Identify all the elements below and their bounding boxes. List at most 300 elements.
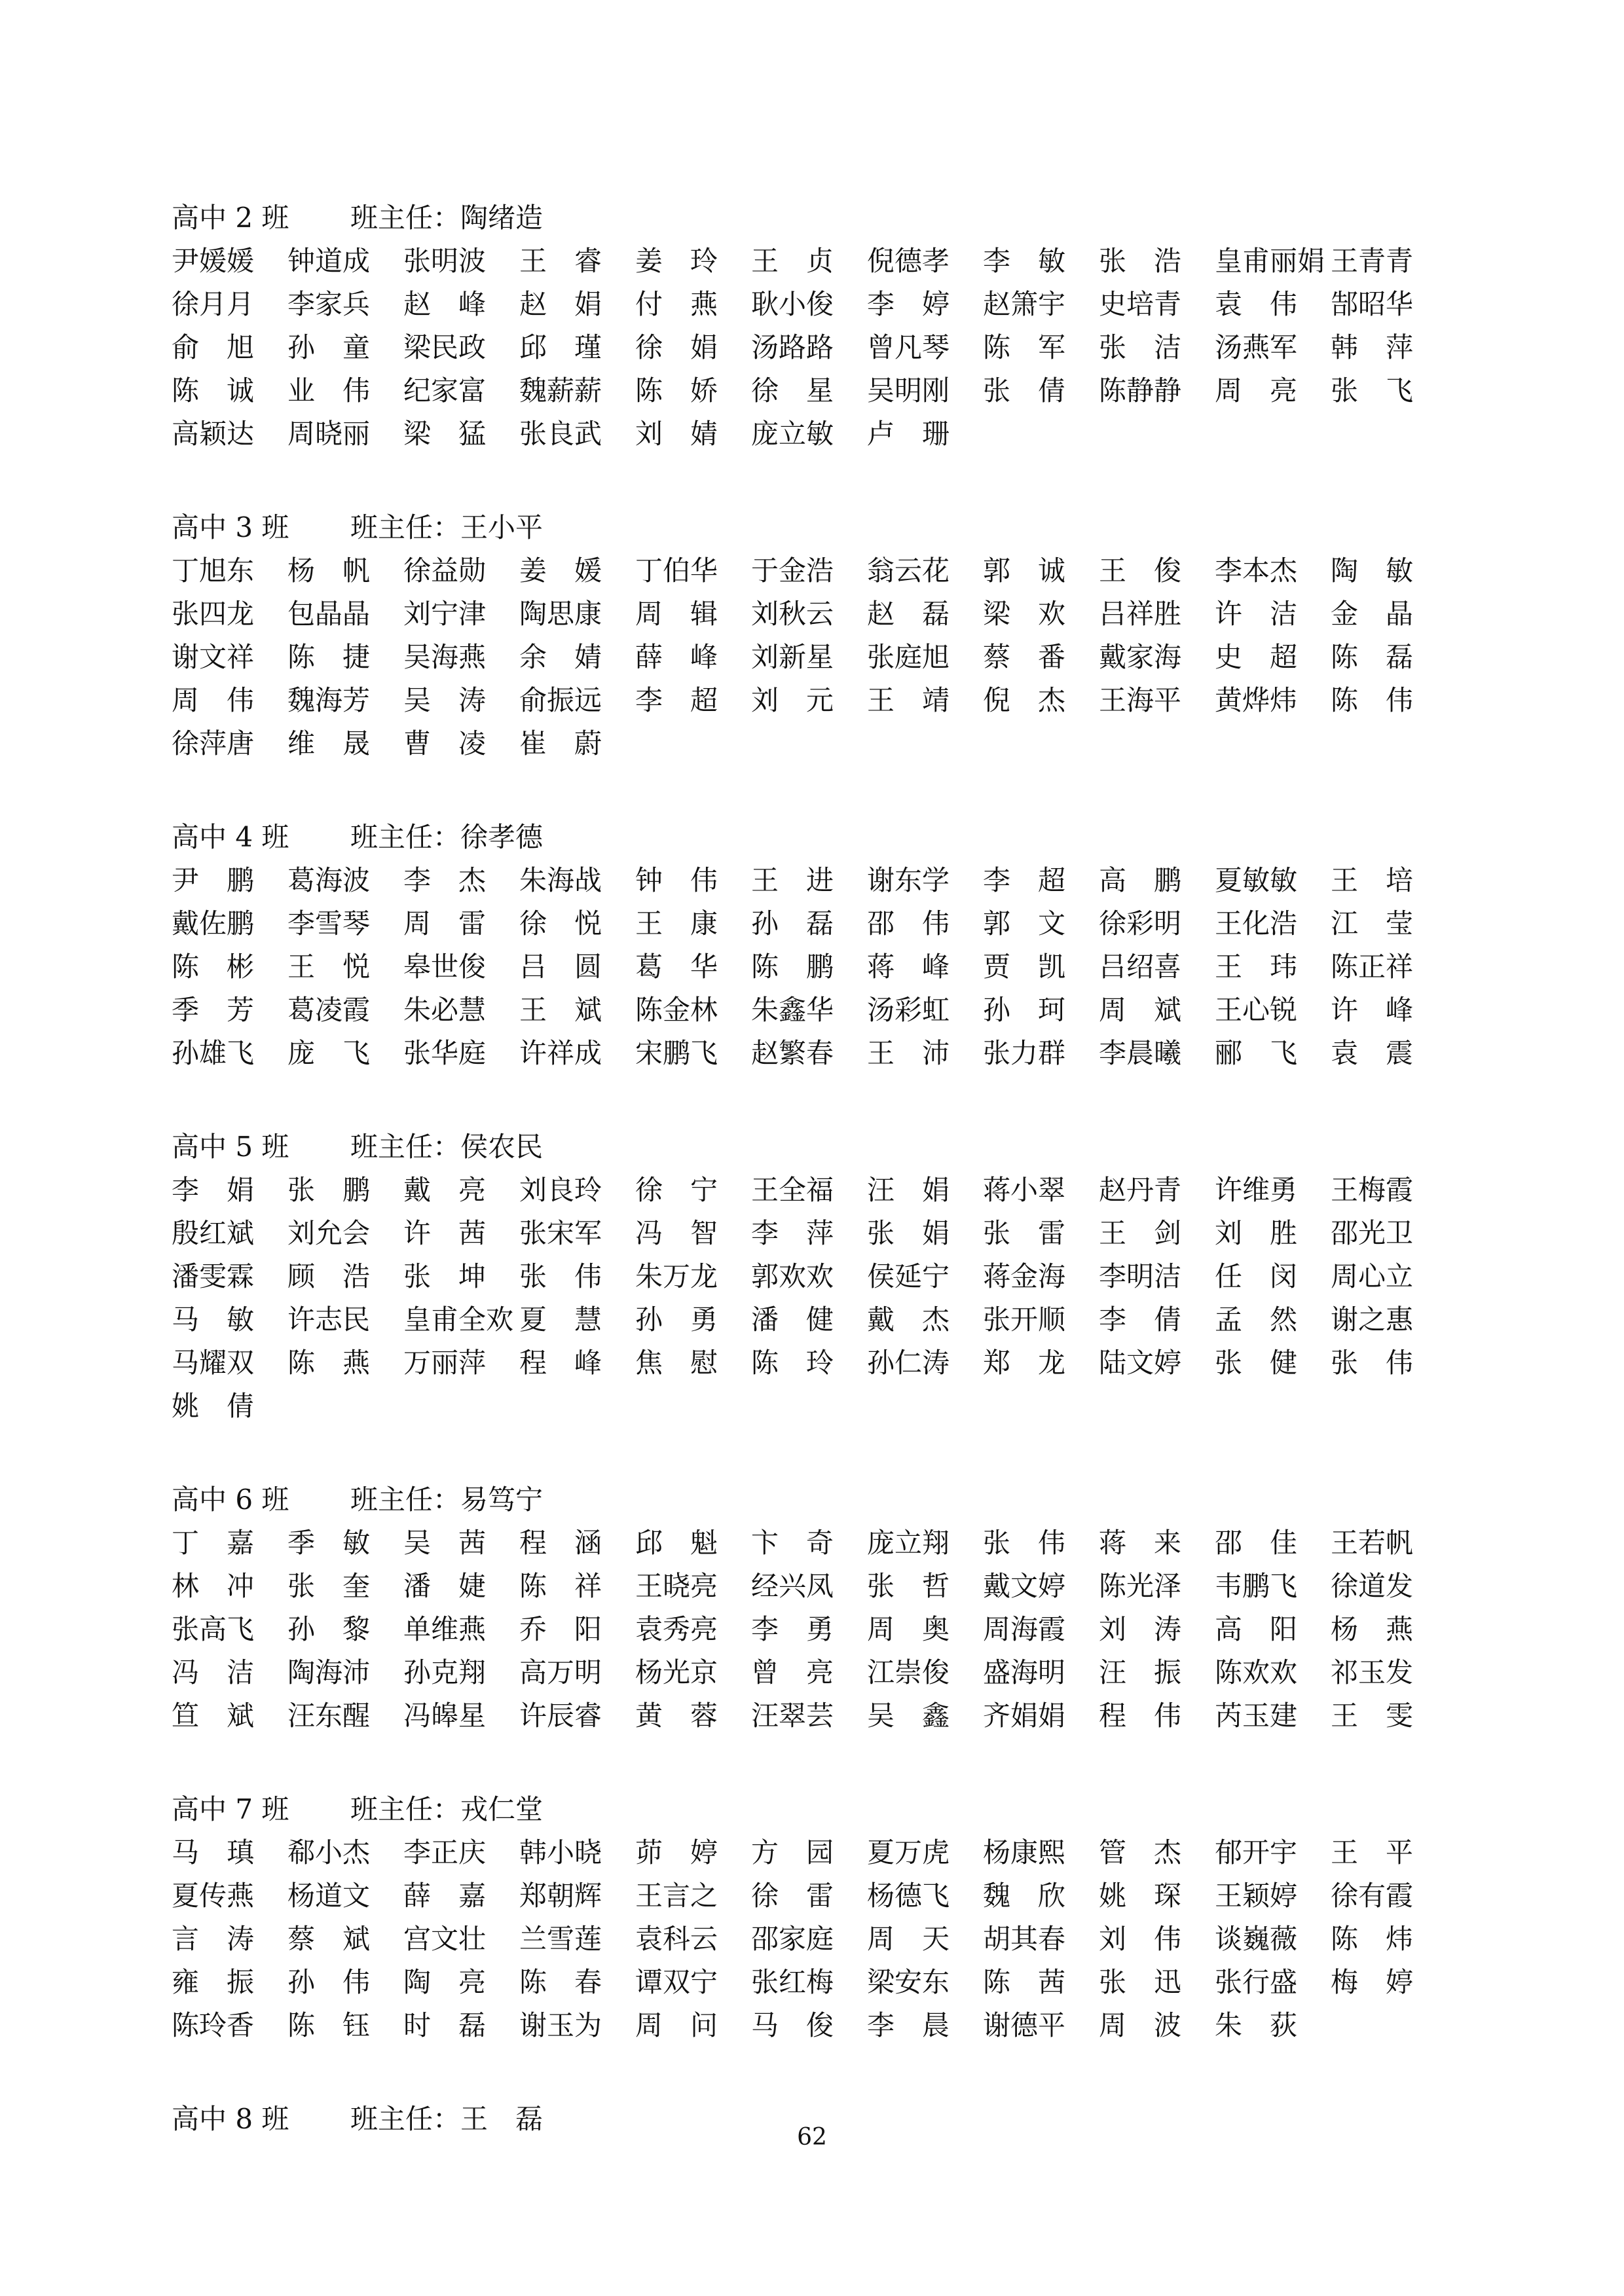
student-name: 金 晶 [1331, 598, 1414, 630]
student-name: 经兴凤 [751, 1570, 834, 1602]
student-name: 许 洁 [1215, 598, 1298, 630]
student-name: 吕祥胜 [1099, 598, 1182, 630]
student-name: 朱必慧 [403, 994, 487, 1026]
student-name: 张 伟 [983, 1527, 1066, 1559]
student-name: 李 晨 [867, 2009, 950, 2041]
student-name: 陈金林 [635, 994, 718, 1026]
student-name: 赵箫宇 [983, 288, 1066, 320]
student-name: 谢东学 [867, 864, 950, 896]
student-name: 杨 燕 [1331, 1613, 1414, 1645]
student-name: 许 峰 [1331, 994, 1414, 1026]
student-name: 皇甫全欢 [403, 1303, 514, 1336]
student-list [172, 1169, 1468, 1428]
student-name: 徐 雷 [751, 1880, 834, 1912]
student-name: 庞 飞 [287, 1037, 371, 1069]
student-name: 王青青 [1331, 245, 1414, 277]
student-name: 曾凡琴 [867, 331, 950, 363]
student-list [172, 1831, 1468, 2047]
student-name: 张宋军 [519, 1217, 602, 1249]
student-name: 陶海沛 [287, 1656, 371, 1688]
student-name: 包晶晶 [287, 598, 371, 630]
student-name: 李明洁 [1099, 1260, 1182, 1292]
student-name: 戴家海 [1099, 641, 1182, 673]
student-name: 赵 磊 [867, 598, 950, 630]
student-name: 陈静静 [1099, 374, 1182, 407]
student-name: 冯皞星 [403, 1700, 487, 1732]
student-name: 孙雄飞 [172, 1037, 255, 1069]
student-name: 李 杰 [403, 864, 487, 896]
student-name: 姚 琛 [1099, 1880, 1182, 1912]
student-name: 黄 蓉 [635, 1700, 718, 1732]
student-name: 戴佐鹏 [172, 907, 255, 939]
class-teacher: 班主任：徐孝德 [350, 821, 544, 853]
student-name: 周 伟 [172, 684, 255, 716]
student-name: 丁伯华 [635, 555, 718, 587]
student-name: 陈光泽 [1099, 1570, 1182, 1602]
student-name: 潘 婕 [403, 1570, 487, 1602]
student-name: 钟 伟 [635, 864, 718, 896]
student-name: 张 哲 [867, 1570, 950, 1602]
student-name: 王 睿 [519, 245, 602, 277]
student-name: 周 波 [1099, 2009, 1182, 2041]
student-name: 戴文婷 [983, 1570, 1066, 1602]
student-name: 汪东醒 [287, 1700, 371, 1732]
student-list [172, 549, 1468, 765]
student-name: 管 杰 [1099, 1836, 1182, 1868]
student-name: 倪德孝 [867, 245, 950, 277]
class-teacher: 班主任：王 磊 [350, 2103, 544, 2135]
student-name: 陈 磊 [1331, 641, 1414, 673]
student-name: 李正庆 [403, 1836, 487, 1868]
student-name: 韩 萍 [1331, 331, 1414, 363]
student-name: 谭双宁 [635, 1966, 718, 1998]
student-name: 张 奎 [287, 1570, 371, 1602]
student-name: 方 园 [751, 1836, 834, 1868]
student-name: 王 斌 [519, 994, 602, 1026]
student-name: 郗小杰 [287, 1836, 371, 1868]
student-name: 业 伟 [287, 374, 371, 407]
student-name: 张高飞 [172, 1613, 255, 1645]
student-name: 余 婧 [519, 641, 602, 673]
class-header [172, 1125, 1468, 1169]
student-name: 李 娟 [172, 1174, 255, 1206]
class-section [172, 1478, 1468, 1738]
class-teacher: 班主任：陶绪造 [350, 202, 544, 234]
student-name: 魏 欣 [983, 1880, 1066, 1912]
student-name: 李 勇 [751, 1613, 834, 1645]
student-name: 兰雪莲 [519, 1923, 602, 1955]
student-name: 崔 蔚 [519, 727, 602, 759]
student-name: 周 辑 [635, 598, 718, 630]
student-name: 陈 玲 [751, 1347, 834, 1379]
student-name: 陶思康 [519, 598, 602, 630]
student-name: 孙 黎 [287, 1613, 371, 1645]
student-name: 侯延宁 [867, 1260, 950, 1292]
student-name: 王 俊 [1099, 555, 1182, 587]
student-name: 孙克翔 [403, 1656, 487, 1688]
student-name: 周晓丽 [287, 418, 371, 450]
student-name: 刘良玲 [519, 1174, 602, 1206]
student-name: 袁科云 [635, 1923, 718, 1955]
student-name: 高万明 [519, 1656, 602, 1688]
student-name: 吕绍喜 [1099, 951, 1182, 983]
student-name: 夏敏敏 [1215, 864, 1298, 896]
student-name: 王 悦 [287, 951, 371, 983]
student-name: 郜昭华 [1331, 288, 1414, 320]
class-title: 高中 7 班 [172, 1793, 289, 1825]
student-name: 王 平 [1331, 1836, 1414, 1868]
student-name: 薛 峰 [635, 641, 718, 673]
student-name: 张 伟 [1331, 1347, 1414, 1379]
student-name: 陈 军 [983, 331, 1066, 363]
student-name: 单维燕 [403, 1613, 487, 1645]
student-name: 丁旭东 [172, 555, 255, 587]
student-name: 维 晟 [287, 727, 371, 759]
student-name: 祁玉发 [1331, 1656, 1414, 1688]
student-name: 陆文婷 [1099, 1347, 1182, 1379]
student-name: 郁开宇 [1215, 1836, 1298, 1868]
student-name: 梁民政 [403, 331, 487, 363]
student-name: 尹 鹏 [172, 864, 255, 896]
student-name: 万丽萍 [403, 1347, 487, 1379]
student-name: 王心锐 [1215, 994, 1298, 1026]
student-name: 郭 文 [983, 907, 1066, 939]
student-name: 张红梅 [751, 1966, 834, 1998]
student-name: 徐有霞 [1331, 1880, 1414, 1912]
student-name: 谢玉为 [519, 2009, 602, 2041]
student-name: 陈欢欢 [1215, 1656, 1298, 1688]
student-name: 徐 星 [751, 374, 834, 407]
student-name: 陈 娇 [635, 374, 718, 407]
student-name: 杨德飞 [867, 1880, 950, 1912]
student-name: 徐彩明 [1099, 907, 1182, 939]
student-name: 徐益勋 [403, 555, 487, 587]
class-header [172, 1788, 1468, 1831]
student-name: 周 雷 [403, 907, 487, 939]
student-name: 刘 元 [751, 684, 834, 716]
student-name: 葛海波 [287, 864, 371, 896]
student-name: 王 剑 [1099, 1217, 1182, 1249]
class-teacher: 班主任：易笃宁 [350, 1484, 544, 1516]
student-name: 梁安东 [867, 1966, 950, 1998]
student-name: 刘 伟 [1099, 1923, 1182, 1955]
student-name: 朱海战 [519, 864, 602, 896]
student-name: 皋世俊 [403, 951, 487, 983]
student-name: 梁 猛 [403, 418, 487, 450]
student-name: 蒋金海 [983, 1260, 1066, 1292]
student-name: 孙 珂 [983, 994, 1066, 1026]
student-name: 张 迅 [1099, 1966, 1182, 1998]
student-name: 姜 媛 [519, 555, 602, 587]
student-name: 赵繁春 [751, 1037, 834, 1069]
student-name: 朱万龙 [635, 1260, 718, 1292]
student-name: 徐 娟 [635, 331, 718, 363]
student-name: 皇甫丽娟 [1215, 245, 1325, 277]
student-name: 张 雷 [983, 1217, 1066, 1249]
class-section [172, 1788, 1468, 2047]
student-name: 孟 然 [1215, 1303, 1298, 1336]
class-teacher: 班主任：戎仁堂 [350, 1793, 544, 1825]
student-name: 马耀双 [172, 1347, 255, 1379]
student-name: 郦 飞 [1215, 1037, 1298, 1069]
student-name: 王 培 [1331, 864, 1414, 896]
student-name: 汤路路 [751, 331, 834, 363]
class-header [172, 1478, 1468, 1522]
student-name: 赵 娟 [519, 288, 602, 320]
student-name: 陈 钰 [287, 2009, 371, 2041]
student-name: 张 健 [1215, 1347, 1298, 1379]
student-name: 刘 胜 [1215, 1217, 1298, 1249]
student-name: 王 靖 [867, 684, 950, 716]
student-name: 姚 倩 [172, 1390, 255, 1422]
student-name: 马 瑱 [172, 1836, 255, 1868]
student-name: 江崇俊 [867, 1656, 950, 1688]
class-section [172, 506, 1468, 765]
student-name: 郭欢欢 [751, 1260, 834, 1292]
student-name: 吴 茜 [403, 1527, 487, 1559]
student-name: 刘新星 [751, 641, 834, 673]
student-name: 季 芳 [172, 994, 255, 1026]
student-name: 刘允会 [287, 1217, 371, 1249]
student-name: 汤彩虹 [867, 994, 950, 1026]
student-name: 冯 智 [635, 1217, 718, 1249]
student-name: 孙仁涛 [867, 1347, 950, 1379]
student-name: 孙 伟 [287, 1966, 371, 1998]
student-name: 王 沛 [867, 1037, 950, 1069]
student-name: 张行盛 [1215, 1966, 1298, 1998]
student-name: 王 贞 [751, 245, 834, 277]
student-name: 姜 玲 [635, 245, 718, 277]
student-name: 马 俊 [751, 2009, 834, 2041]
student-name: 芮玉建 [1215, 1700, 1298, 1732]
student-name: 王若帆 [1331, 1527, 1414, 1559]
student-name: 庞立敏 [751, 418, 834, 450]
student-name: 殷红斌 [172, 1217, 255, 1249]
student-name: 葛 华 [635, 951, 718, 983]
class-section [172, 1125, 1468, 1428]
student-name: 高 鹏 [1099, 864, 1182, 896]
student-name: 程 涵 [519, 1527, 602, 1559]
student-name: 宋鹏飞 [635, 1037, 718, 1069]
student-name: 陈 捷 [287, 641, 371, 673]
student-name: 邵 伟 [867, 907, 950, 939]
student-name: 周 斌 [1099, 994, 1182, 1026]
student-name: 周 问 [635, 2009, 718, 2041]
student-name: 陈 鹏 [751, 951, 834, 983]
student-name: 张明波 [403, 245, 487, 277]
student-name: 贾 凯 [983, 951, 1066, 983]
student-name: 李晨曦 [1099, 1037, 1182, 1069]
student-name: 程 峰 [519, 1347, 602, 1379]
student-name: 尹媛媛 [172, 245, 255, 277]
student-name: 周 奥 [867, 1613, 950, 1645]
student-name: 蔡 番 [983, 641, 1066, 673]
student-name: 张庭旭 [867, 641, 950, 673]
student-name: 高颖达 [172, 418, 255, 450]
student-name: 夏万虎 [867, 1836, 950, 1868]
student-list [172, 240, 1468, 456]
student-name: 张力群 [983, 1037, 1066, 1069]
class-teacher: 班主任：王小平 [350, 511, 544, 543]
student-name: 杨光京 [635, 1656, 718, 1688]
student-name: 陈正祥 [1331, 951, 1414, 983]
student-name: 胡其春 [983, 1923, 1066, 1955]
class-teacher: 班主任：侯农民 [350, 1131, 544, 1163]
student-name: 陈 祥 [519, 1570, 602, 1602]
student-name: 张 倩 [983, 374, 1066, 407]
student-name: 李 超 [983, 864, 1066, 896]
student-name: 许志民 [287, 1303, 371, 1336]
student-name: 朱 荻 [1215, 2009, 1298, 2041]
student-name: 王言之 [635, 1880, 718, 1912]
student-name: 刘 涛 [1099, 1613, 1182, 1645]
student-name: 许 茜 [403, 1217, 487, 1249]
student-name: 汪 娟 [867, 1174, 950, 1206]
student-name: 张 鹏 [287, 1174, 371, 1206]
student-name: 俞振远 [519, 684, 602, 716]
student-name: 汤燕军 [1215, 331, 1298, 363]
student-name: 陈 伟 [1331, 684, 1414, 716]
student-name: 梁 欢 [983, 598, 1066, 630]
student-name: 王化浩 [1215, 907, 1298, 939]
student-name: 陈 春 [519, 1966, 602, 1998]
student-name: 李 萍 [751, 1217, 834, 1249]
student-name: 潘雯霖 [172, 1260, 255, 1292]
student-name: 陈 茜 [983, 1966, 1066, 1998]
student-name: 张 飞 [1331, 374, 1414, 407]
student-name: 郑朝辉 [519, 1880, 602, 1912]
student-name: 戴 亮 [403, 1174, 487, 1206]
student-name: 郑 龙 [983, 1347, 1066, 1379]
student-name: 王 玮 [1215, 951, 1298, 983]
student-name: 蒋 来 [1099, 1527, 1182, 1559]
class-title: 高中 8 班 [172, 2103, 289, 2135]
student-name: 付 燕 [635, 288, 718, 320]
student-name: 李家兵 [287, 288, 371, 320]
student-name: 徐萍唐 [172, 727, 255, 759]
student-name: 邵 佳 [1215, 1527, 1298, 1559]
student-name: 程 伟 [1099, 1700, 1182, 1732]
student-name: 袁秀亮 [635, 1613, 718, 1645]
student-name: 张四龙 [172, 598, 255, 630]
class-title: 高中 5 班 [172, 1131, 289, 1163]
student-name: 曹 凌 [403, 727, 487, 759]
student-name: 汪翠芸 [751, 1700, 834, 1732]
student-name: 吴海燕 [403, 641, 487, 673]
student-name: 孙 勇 [635, 1303, 718, 1336]
class-title: 高中 3 班 [172, 511, 289, 543]
student-name: 魏薪薪 [519, 374, 602, 407]
student-name: 张 伟 [519, 1260, 602, 1292]
student-name: 杨道文 [287, 1880, 371, 1912]
student-name: 李 婷 [867, 288, 950, 320]
student-name: 周海霞 [983, 1613, 1066, 1645]
student-name: 王 进 [751, 864, 834, 896]
student-name: 冯 洁 [172, 1656, 255, 1688]
class-section [172, 816, 1468, 1075]
class-section [172, 196, 1468, 456]
student-name: 李 敏 [983, 245, 1066, 277]
student-name: 郭 诚 [983, 555, 1066, 587]
student-name: 张良武 [519, 418, 602, 450]
student-name: 耿小俊 [751, 288, 834, 320]
student-name: 张 浩 [1099, 245, 1182, 277]
student-name: 邱 瑾 [519, 331, 602, 363]
student-name: 蒋 峰 [867, 951, 950, 983]
student-name: 赵 峰 [403, 288, 487, 320]
student-list [172, 1522, 1468, 1738]
student-name: 孙 童 [287, 331, 371, 363]
student-name: 张 娟 [867, 1217, 950, 1249]
student-name: 黄烨炜 [1215, 684, 1298, 716]
student-name: 周心立 [1331, 1260, 1414, 1292]
student-name: 季 敏 [287, 1527, 371, 1559]
student-name: 王 康 [635, 907, 718, 939]
student-name: 徐 悦 [519, 907, 602, 939]
student-name: 李本杰 [1215, 555, 1298, 587]
student-name: 宫文壮 [403, 1923, 487, 1955]
student-name: 徐 宁 [635, 1174, 718, 1206]
student-name: 吴 鑫 [867, 1700, 950, 1732]
student-name: 庞立翔 [867, 1527, 950, 1559]
student-name: 齐娟娟 [983, 1700, 1066, 1732]
student-name: 任 闵 [1215, 1260, 1298, 1292]
student-name: 史 超 [1215, 641, 1298, 673]
student-name: 曾 亮 [751, 1656, 834, 1688]
student-name: 雍 振 [172, 1966, 255, 1998]
student-name: 薛 嘉 [403, 1880, 487, 1912]
student-name: 钟道成 [287, 245, 371, 277]
page-number: 62 [797, 2124, 827, 2151]
student-name: 周 亮 [1215, 374, 1298, 407]
student-name: 吴明刚 [867, 374, 950, 407]
student-name: 赵丹青 [1099, 1174, 1182, 1206]
student-name: 王梅霞 [1331, 1174, 1414, 1206]
student-name: 张 洁 [1099, 331, 1182, 363]
student-name: 汪 振 [1099, 1656, 1182, 1688]
student-name: 陶 敏 [1331, 555, 1414, 587]
student-name: 夏 慧 [519, 1303, 602, 1336]
student-name: 杨 帆 [287, 555, 371, 587]
student-name: 魏海芳 [287, 684, 371, 716]
student-name: 焦 慰 [635, 1347, 718, 1379]
student-name: 孙 磊 [751, 907, 834, 939]
student-name: 史培青 [1099, 288, 1182, 320]
class-title: 高中 4 班 [172, 821, 289, 853]
student-name: 蔡 斌 [287, 1923, 371, 1955]
student-name: 吕 圆 [519, 951, 602, 983]
student-name: 时 磊 [403, 2009, 487, 2041]
student-name: 蒋小翠 [983, 1174, 1066, 1206]
student-name: 陈 彬 [172, 951, 255, 983]
student-name: 徐月月 [172, 288, 255, 320]
student-list [172, 859, 1468, 1075]
student-name: 丁 嘉 [172, 1527, 255, 1559]
student-name: 笪 斌 [172, 1700, 255, 1732]
student-name: 卢 珊 [867, 418, 950, 450]
class-title: 高中 6 班 [172, 1484, 289, 1516]
student-name: 刘秋云 [751, 598, 834, 630]
student-name: 李 倩 [1099, 1303, 1182, 1336]
class-title: 高中 2 班 [172, 202, 289, 234]
student-name: 王颖婷 [1215, 1880, 1298, 1912]
student-name: 陈 燕 [287, 1347, 371, 1379]
class-header [172, 196, 1468, 240]
student-name: 言 涛 [172, 1923, 255, 1955]
class-header [172, 506, 1468, 549]
student-name: 梅 婷 [1331, 1966, 1414, 1998]
student-name: 朱鑫华 [751, 994, 834, 1026]
